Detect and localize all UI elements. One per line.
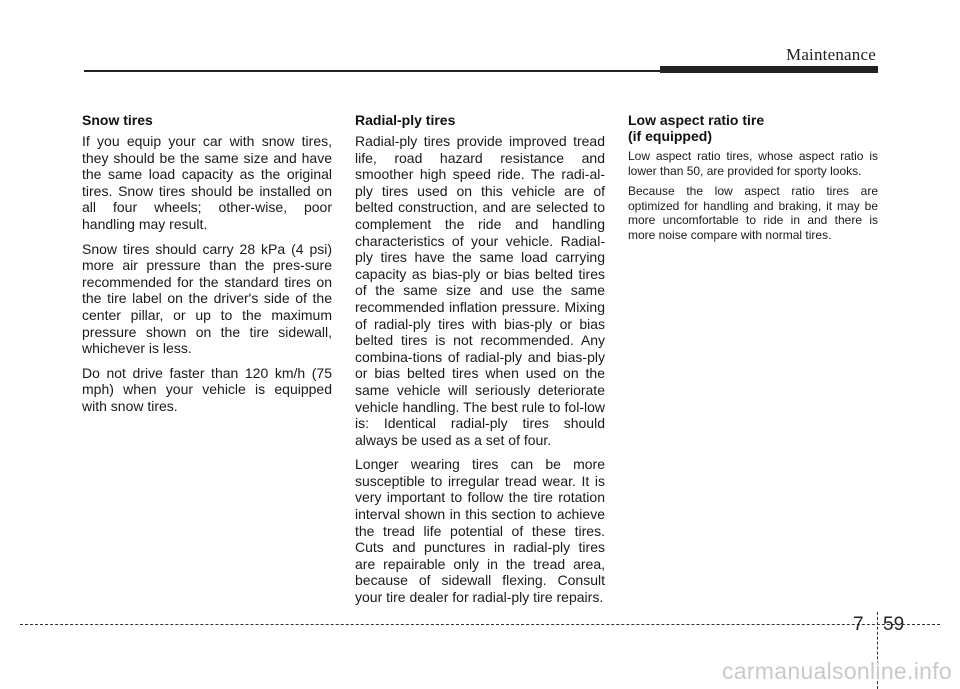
heading-low-aspect [628, 112, 878, 144]
chapter-number: 7 [853, 614, 864, 635]
heading-radial-ply: Radial-ply tires [355, 112, 456, 128]
column-low-aspect [628, 112, 878, 249]
paragraph: Do not drive faster than 120 km/h (75 mph) when your vehicle is equipped with snow tires. [82, 364, 332, 414]
header-bar [660, 66, 878, 73]
heading-snow-tires: Snow tires [82, 112, 153, 128]
paragraph: Snow tires should carry 28 kPa (4 psi) more air pressure than the pres-sure recommended for the standard tires on the tire label on the driver's side of the center pillar, or up to the maximum pressure shown on the tire sidewall, whichever is less. [82, 240, 332, 357]
paragraph: Because the low aspect ratio tires are optimized for handling and braking, it may be more uncomfortable to ride in and there is more noise compare with normal tires. [628, 184, 878, 242]
paragraph: Longer wearing tires can be more susceptible to irregular tread wear. It is very important to follow the tire rotation interval shown in this section to achieve the tread life potential of these tires. Cuts and punctures in radial-ply tires are repairable only in the tread area, because of sidewall flexing. Consult your tire dealer for radial-ply tire repairs. [355, 456, 605, 606]
watermark: carmanualsonline.info [721, 658, 952, 684]
paragraph: Low aspect ratio tires, whose aspect ratio is lower than 50, are provided for sporty looks. [628, 149, 878, 178]
paragraph: If you equip your car with snow tires, they should be the same size and have the same load capacity as the original tires. Snow tires should be installed on all four wheels; other-wise, poor handling may result. [82, 133, 332, 232]
heading-line-1: Low aspect ratio tire [628, 112, 765, 128]
column-snow-tires [82, 112, 332, 423]
paragraph: Radial-ply tires provide improved tread life, road hazard resistance and smoother high speed ride. The radi-al-ply tires used on this vehicle are of belted construction, and are selected to complement the ride and handling characteristics of your vehicle. Radial-ply tires have the same load carrying capacity as bias-ply or bias belted tires of the same size and use the same recommended inflation pressure. Mixing of radial-ply tires with bias-ply or bias belted tires is not recommended. Any combina-tions of radial-ply and bias-ply or bias belted tires when used on the same vehicle will seriously deteriorate vehicle handling. The best rule to fol-low is: Identical radial-ply tires should always be used as a set of four. [355, 133, 605, 448]
page-number: 59 [883, 614, 905, 635]
header-rule [84, 70, 660, 72]
column-radial-ply [355, 112, 605, 614]
footer-rule [20, 624, 940, 625]
heading-line-2: (if equipped) [628, 128, 712, 144]
section-title: Maintenance [786, 45, 876, 64]
